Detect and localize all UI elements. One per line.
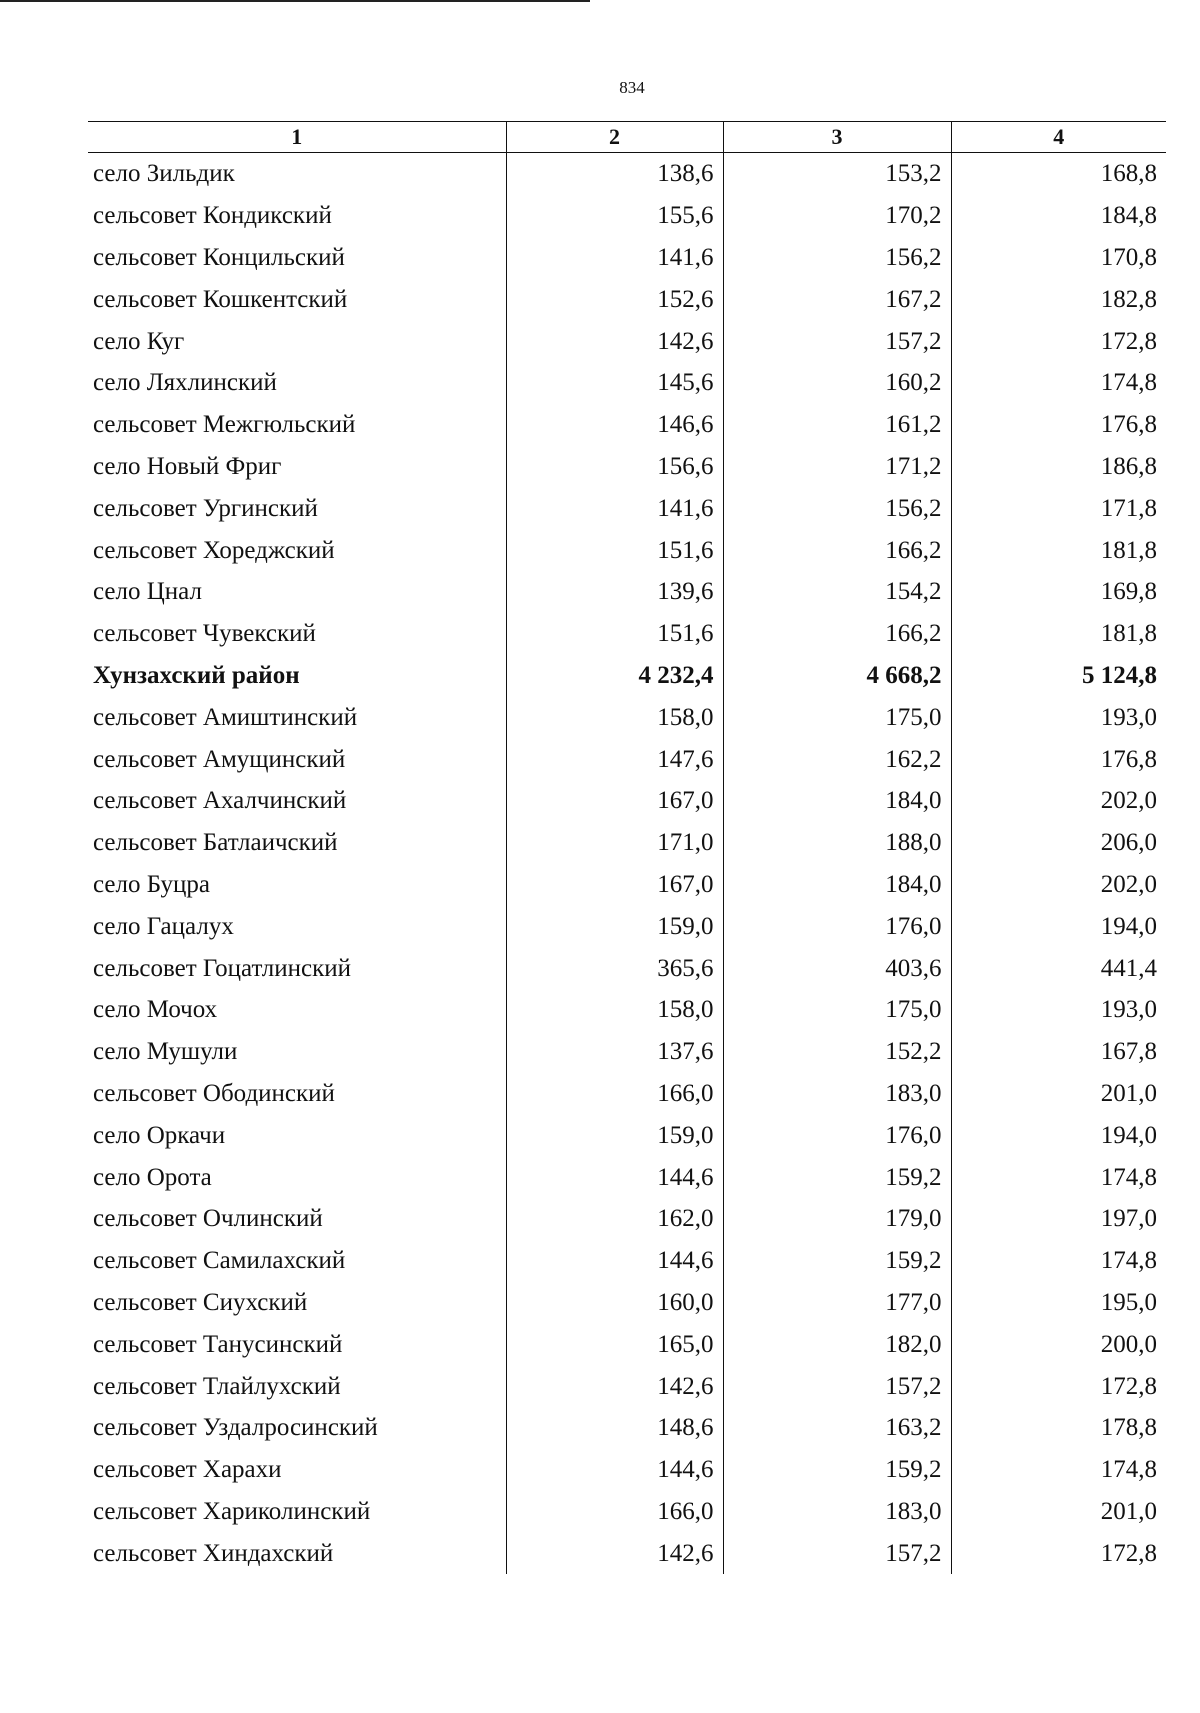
table-row: [88, 696, 1166, 738]
row-name-cell: село Орота: [93, 1163, 212, 1191]
row-value-col2: 151,6: [506, 613, 723, 655]
row-name-cell: сельсовет Кондикский: [93, 202, 332, 230]
row-value-col4: 172,8: [951, 1365, 1166, 1407]
row-value-col2: 141,6: [506, 487, 723, 529]
row-name-cell: сельсовет Амущинский: [93, 745, 346, 773]
row-value-col4: 201,0: [951, 1491, 1166, 1533]
table-body: [88, 153, 1166, 1575]
row-value-col4: 197,0: [951, 1198, 1166, 1240]
row-value-col4: 174,8: [951, 1156, 1166, 1198]
row-value-col2: 141,6: [506, 237, 723, 279]
row-name-cell: сельсовет Хариколинский: [93, 1497, 371, 1525]
row-value-col4: 194,0: [951, 905, 1166, 947]
column-header-2: 2: [506, 122, 723, 153]
row-value-col3: 163,2: [723, 1407, 951, 1449]
row-value-col4: 5 124,8: [951, 655, 1166, 697]
row-name-cell: сельсовет Ахалчинский: [93, 787, 347, 815]
row-value-col3: 159,2: [723, 1156, 951, 1198]
row-name-cell: сельсовет Харахи: [93, 1456, 282, 1484]
column-header-1: 1: [88, 122, 506, 153]
row-value-col3: 152,2: [723, 1031, 951, 1073]
row-value-col4: 181,8: [951, 613, 1166, 655]
table-row: [88, 655, 1166, 697]
row-value-col4: 202,0: [951, 864, 1166, 906]
table-row: [88, 1407, 1166, 1449]
table-row: [88, 1114, 1166, 1156]
row-value-col4: 171,8: [951, 487, 1166, 529]
row-value-col4: 201,0: [951, 1073, 1166, 1115]
row-value-col4: 176,8: [951, 404, 1166, 446]
table-row: [88, 989, 1166, 1031]
row-value-col2: 144,6: [506, 1156, 723, 1198]
table-row: [88, 237, 1166, 279]
row-value-col3: 188,0: [723, 822, 951, 864]
table-row: [88, 1198, 1166, 1240]
row-value-col3: 154,2: [723, 571, 951, 613]
row-value-col3: 157,2: [723, 320, 951, 362]
row-name-cell: сельсовет Чувекский: [93, 620, 316, 648]
row-value-col2: 4 232,4: [506, 655, 723, 697]
row-value-col2: 152,6: [506, 278, 723, 320]
row-value-col3: 162,2: [723, 738, 951, 780]
row-name-cell: село Оркачи: [93, 1121, 226, 1149]
table-row: [88, 1365, 1166, 1407]
row-name-cell: село Новый Фриг: [93, 452, 282, 480]
row-name-cell: сельсовет Хореджский: [93, 536, 335, 564]
table-row: [88, 780, 1166, 822]
row-value-col2: 138,6: [506, 153, 723, 195]
row-value-col3: 157,2: [723, 1365, 951, 1407]
row-name-cell: сельсовет Амиштинский: [93, 703, 358, 731]
row-name-cell: сельсовет Хиндахский: [93, 1539, 334, 1567]
row-name-cell: сельсовет Гоцатлинский: [93, 954, 352, 982]
table-header-row: [88, 122, 1166, 153]
table-row: [88, 947, 1166, 989]
row-value-col3: 176,0: [723, 905, 951, 947]
table-row: [88, 195, 1166, 237]
row-value-col2: 142,6: [506, 320, 723, 362]
row-value-col4: 206,0: [951, 822, 1166, 864]
row-value-col4: 184,8: [951, 195, 1166, 237]
row-value-col4: 174,8: [951, 1449, 1166, 1491]
row-value-col4: 182,8: [951, 278, 1166, 320]
table-row: [88, 613, 1166, 655]
data-table: [88, 121, 1166, 1574]
table-row: [88, 487, 1166, 529]
row-name-cell: село Мушули: [93, 1038, 238, 1066]
row-value-col4: 170,8: [951, 237, 1166, 279]
row-value-col3: 175,0: [723, 696, 951, 738]
row-value-col3: 167,2: [723, 278, 951, 320]
row-value-col3: 153,2: [723, 153, 951, 195]
row-value-col3: 156,2: [723, 487, 951, 529]
row-value-col2: 165,0: [506, 1323, 723, 1365]
scan-top-rule: [0, 0, 590, 2]
row-value-col4: 176,8: [951, 738, 1166, 780]
row-value-col3: 179,0: [723, 1198, 951, 1240]
row-value-col2: 156,6: [506, 446, 723, 488]
table-row: [88, 864, 1166, 906]
row-name-cell: сельсовет Очлинский: [93, 1205, 323, 1233]
row-name-cell: сельсовет Самилахский: [93, 1247, 346, 1275]
row-value-col4: 200,0: [951, 1323, 1166, 1365]
row-value-col2: 158,0: [506, 696, 723, 738]
row-value-col3: 166,2: [723, 613, 951, 655]
row-value-col4: 193,0: [951, 696, 1166, 738]
row-value-col4: 202,0: [951, 780, 1166, 822]
row-value-col2: 139,6: [506, 571, 723, 613]
table-row: [88, 1449, 1166, 1491]
row-value-col4: 194,0: [951, 1114, 1166, 1156]
row-value-col2: 137,6: [506, 1031, 723, 1073]
row-name-cell: Хунзахский район: [93, 661, 300, 689]
row-value-col2: 147,6: [506, 738, 723, 780]
row-value-col4: 193,0: [951, 989, 1166, 1031]
row-value-col2: 158,0: [506, 989, 723, 1031]
column-header-3: 3: [723, 122, 951, 153]
row-value-col3: 183,0: [723, 1073, 951, 1115]
row-value-col3: 184,0: [723, 864, 951, 906]
table-row: [88, 905, 1166, 947]
row-value-col4: 178,8: [951, 1407, 1166, 1449]
row-value-col3: 403,6: [723, 947, 951, 989]
row-value-col3: 183,0: [723, 1491, 951, 1533]
row-value-col3: 157,2: [723, 1532, 951, 1574]
row-name-cell: сельсовет Танусинский: [93, 1330, 343, 1358]
table-row: [88, 320, 1166, 362]
row-value-col2: 146,6: [506, 404, 723, 446]
row-name-cell: село Куг: [93, 327, 185, 355]
table-row: [88, 1532, 1166, 1574]
table-row: [88, 738, 1166, 780]
table-row: [88, 1282, 1166, 1324]
table-row: [88, 153, 1166, 195]
row-value-col3: 160,2: [723, 362, 951, 404]
row-name-cell: село Ляхлинский: [93, 369, 277, 397]
row-value-col2: 144,6: [506, 1240, 723, 1282]
row-value-col3: 156,2: [723, 237, 951, 279]
table-row: [88, 1073, 1166, 1115]
row-value-col4: 441,4: [951, 947, 1166, 989]
row-name-cell: сельсовет Ургинский: [93, 494, 318, 522]
page-number: 834: [619, 78, 645, 97]
row-name-cell: сельсовет Ободинский: [93, 1079, 335, 1107]
row-value-col2: 145,6: [506, 362, 723, 404]
row-value-col3: 159,2: [723, 1240, 951, 1282]
row-value-col3: 184,0: [723, 780, 951, 822]
row-value-col2: 162,0: [506, 1198, 723, 1240]
table-row: [88, 1240, 1166, 1282]
row-value-col2: 365,6: [506, 947, 723, 989]
row-value-col4: 172,8: [951, 320, 1166, 362]
row-name-cell: сельсовет Уздалросинский: [93, 1414, 378, 1442]
row-value-col2: 142,6: [506, 1365, 723, 1407]
row-value-col4: 174,8: [951, 362, 1166, 404]
row-value-col2: 171,0: [506, 822, 723, 864]
row-value-col2: 167,0: [506, 780, 723, 822]
row-name-cell: сельсовет Сиухский: [93, 1288, 308, 1316]
table-row: [88, 362, 1166, 404]
row-value-col2: 166,0: [506, 1491, 723, 1533]
row-value-col2: 160,0: [506, 1282, 723, 1324]
row-value-col2: 159,0: [506, 905, 723, 947]
row-name-cell: сельсовет Батлаичский: [93, 829, 338, 857]
row-value-col4: 195,0: [951, 1282, 1166, 1324]
row-value-col2: 151,6: [506, 529, 723, 571]
row-value-col3: 171,2: [723, 446, 951, 488]
table-row: [88, 278, 1166, 320]
table-row: [88, 404, 1166, 446]
row-value-col3: 175,0: [723, 989, 951, 1031]
row-value-col3: 4 668,2: [723, 655, 951, 697]
table-row: [88, 1491, 1166, 1533]
column-header-4: 4: [951, 122, 1166, 153]
row-value-col2: 167,0: [506, 864, 723, 906]
row-value-col4: 167,8: [951, 1031, 1166, 1073]
row-name-cell: сельсовет Межгюльский: [93, 411, 356, 439]
table-row: [88, 529, 1166, 571]
row-name-cell: село Зильдик: [93, 160, 235, 188]
row-name-cell: село Гацалух: [93, 912, 234, 940]
row-name-cell: сельсовет Концильский: [93, 243, 345, 271]
row-value-col4: 172,8: [951, 1532, 1166, 1574]
row-name-cell: село Цнал: [93, 578, 202, 606]
row-value-col3: 170,2: [723, 195, 951, 237]
table-row: [88, 1031, 1166, 1073]
row-name-cell: сельсовет Тлайлухский: [93, 1372, 341, 1400]
row-value-col4: 181,8: [951, 529, 1166, 571]
row-value-col3: 182,0: [723, 1323, 951, 1365]
row-name-cell: сельсовет Кошкентский: [93, 285, 348, 313]
table-row: [88, 822, 1166, 864]
row-value-col4: 174,8: [951, 1240, 1166, 1282]
table-row: [88, 446, 1166, 488]
row-value-col2: 148,6: [506, 1407, 723, 1449]
row-name-cell: село Буцра: [93, 870, 210, 898]
row-value-col4: 169,8: [951, 571, 1166, 613]
table-row: [88, 1156, 1166, 1198]
row-value-col2: 155,6: [506, 195, 723, 237]
row-value-col2: 144,6: [506, 1449, 723, 1491]
table-row: [88, 571, 1166, 613]
row-name-cell: село Мочох: [93, 996, 218, 1024]
row-value-col3: 159,2: [723, 1449, 951, 1491]
row-value-col3: 166,2: [723, 529, 951, 571]
table-row: [88, 1323, 1166, 1365]
row-value-col2: 166,0: [506, 1073, 723, 1115]
row-value-col3: 177,0: [723, 1282, 951, 1324]
row-value-col2: 142,6: [506, 1532, 723, 1574]
row-value-col4: 186,8: [951, 446, 1166, 488]
row-value-col2: 159,0: [506, 1114, 723, 1156]
row-value-col3: 176,0: [723, 1114, 951, 1156]
row-value-col3: 161,2: [723, 404, 951, 446]
row-value-col4: 168,8: [951, 153, 1166, 195]
